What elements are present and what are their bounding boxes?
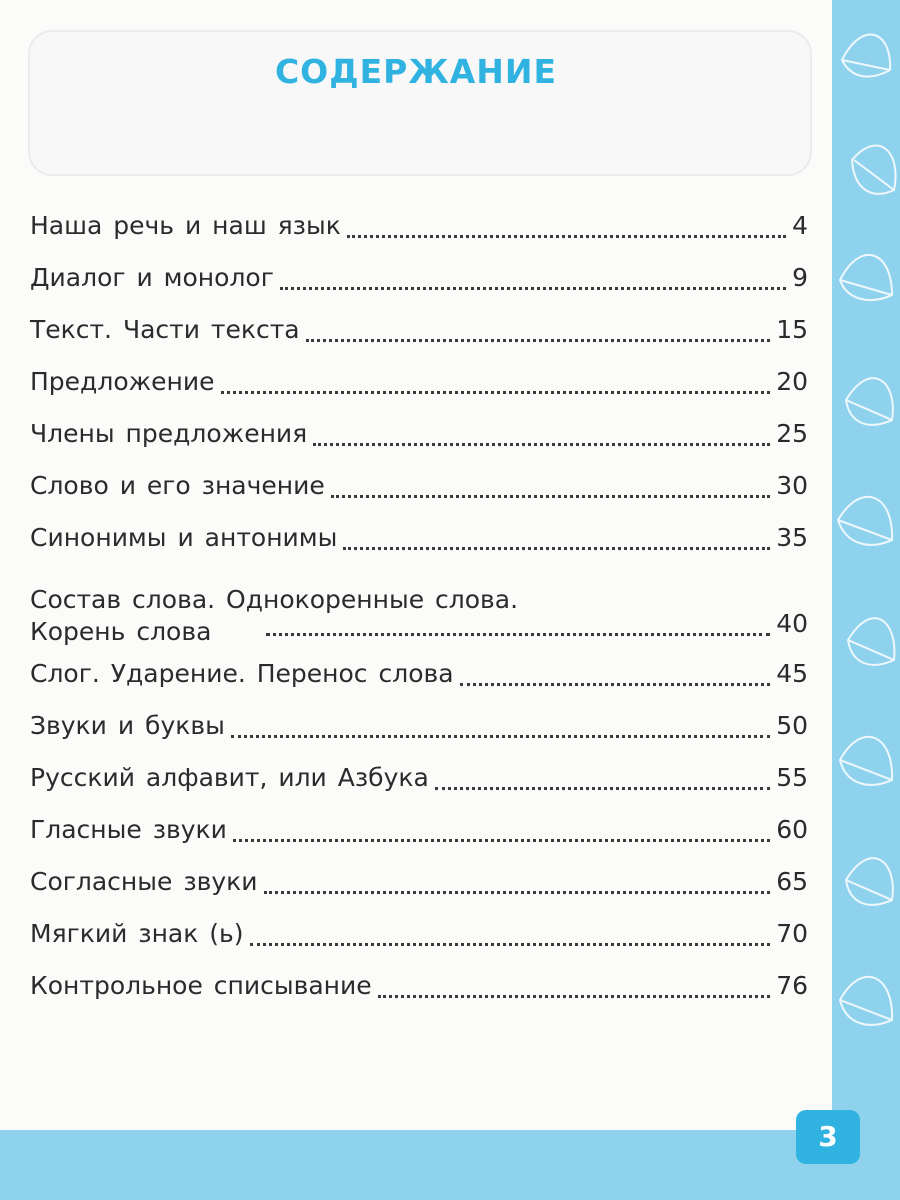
- toc-leader-dots: [231, 735, 770, 738]
- toc-leader-dots: [331, 495, 770, 498]
- toc-entry-page: 40: [776, 609, 808, 638]
- toc-leader-dots: [313, 443, 770, 446]
- toc-leader-dots: [378, 995, 771, 998]
- toc-entry-title: Диалог и монолог: [30, 263, 274, 292]
- toc-entry: [30, 460, 808, 512]
- toc-entry-page: 55: [776, 763, 808, 792]
- toc-entry-title: Синонимы и антонимы: [30, 523, 338, 552]
- toc-entry: [30, 200, 808, 252]
- toc-entry-title-line1: Состав слова. Однокоренные слова.: [30, 585, 519, 614]
- toc-entry-title: Текст. Части текста: [30, 315, 300, 344]
- toc-entry: [30, 564, 808, 648]
- toc-entry-page: 70: [776, 919, 808, 948]
- toc-entry: [30, 752, 808, 804]
- toc-entry: [30, 648, 808, 700]
- toc-entry-page: 50: [776, 711, 808, 740]
- toc-entry-title: Согласные звуки: [30, 867, 258, 896]
- toc-leader-dots: [264, 891, 771, 894]
- toc-entry: [30, 960, 808, 1012]
- toc-entry-title: Мягкий знак (ь): [30, 919, 244, 948]
- toc-entry-page: 4: [792, 211, 808, 240]
- toc-entry-title: Слово и его значение: [30, 471, 325, 500]
- toc-entry-title: Предложение: [30, 367, 215, 396]
- toc-leader-dots: [266, 633, 770, 636]
- toc-leader-dots: [306, 339, 771, 342]
- toc-entry-title: Русский алфавит, или Азбука: [30, 763, 429, 792]
- toc-entry: [30, 304, 808, 356]
- toc-entry: [30, 252, 808, 304]
- toc-entry-title: Наша речь и наш язык: [30, 211, 341, 240]
- toc-entry-page: 30: [776, 471, 808, 500]
- toc-entry-title: [30, 566, 519, 648]
- toc-leader-dots: [435, 787, 770, 790]
- toc-leader-dots: [233, 839, 770, 842]
- toc-entry: [30, 908, 808, 960]
- toc-entry-page: 15: [776, 315, 808, 344]
- toc-leader-dots: [343, 547, 770, 550]
- toc-entry: [30, 700, 808, 752]
- toc-entry-page: 25: [776, 419, 808, 448]
- leaf-pattern-icon: [832, 0, 900, 1200]
- toc-entry-page: 35: [776, 523, 808, 552]
- page-number-badge: 3: [796, 1110, 860, 1164]
- toc-entry-page: 60: [776, 815, 808, 844]
- toc-leader-dots: [280, 287, 786, 290]
- decorative-side-band: [832, 0, 900, 1200]
- toc-entry-title: Гласные звуки: [30, 815, 227, 844]
- toc-entry-page: 65: [776, 867, 808, 896]
- decorative-bottom-band: [0, 1130, 900, 1200]
- toc-leader-dots: [221, 391, 771, 394]
- toc-entry-title: Члены предложения: [30, 419, 308, 448]
- page-title: СОДЕРЖАНИЕ: [274, 52, 558, 91]
- toc-entry-title: Звуки и буквы: [30, 711, 225, 740]
- toc-leader-dots: [250, 943, 771, 946]
- toc-entry-page: 9: [792, 263, 808, 292]
- toc-entry: [30, 408, 808, 460]
- toc-entry-page: 76: [776, 971, 808, 1000]
- toc-entry: [30, 856, 808, 908]
- table-of-contents: [30, 200, 808, 1012]
- toc-entry-title-line2: Корень слова: [30, 617, 212, 646]
- toc-entry-title: Слог. Ударение. Перенос слова: [30, 659, 454, 688]
- toc-entry-page: 45: [776, 659, 808, 688]
- toc-leader-dots: [460, 683, 771, 686]
- toc-entry: [30, 356, 808, 408]
- toc-entry: [30, 512, 808, 564]
- toc-entry: [30, 804, 808, 856]
- toc-leader-dots: [347, 235, 786, 238]
- toc-entry-page: 20: [776, 367, 808, 396]
- toc-entry-title: Контрольное списывание: [30, 971, 372, 1000]
